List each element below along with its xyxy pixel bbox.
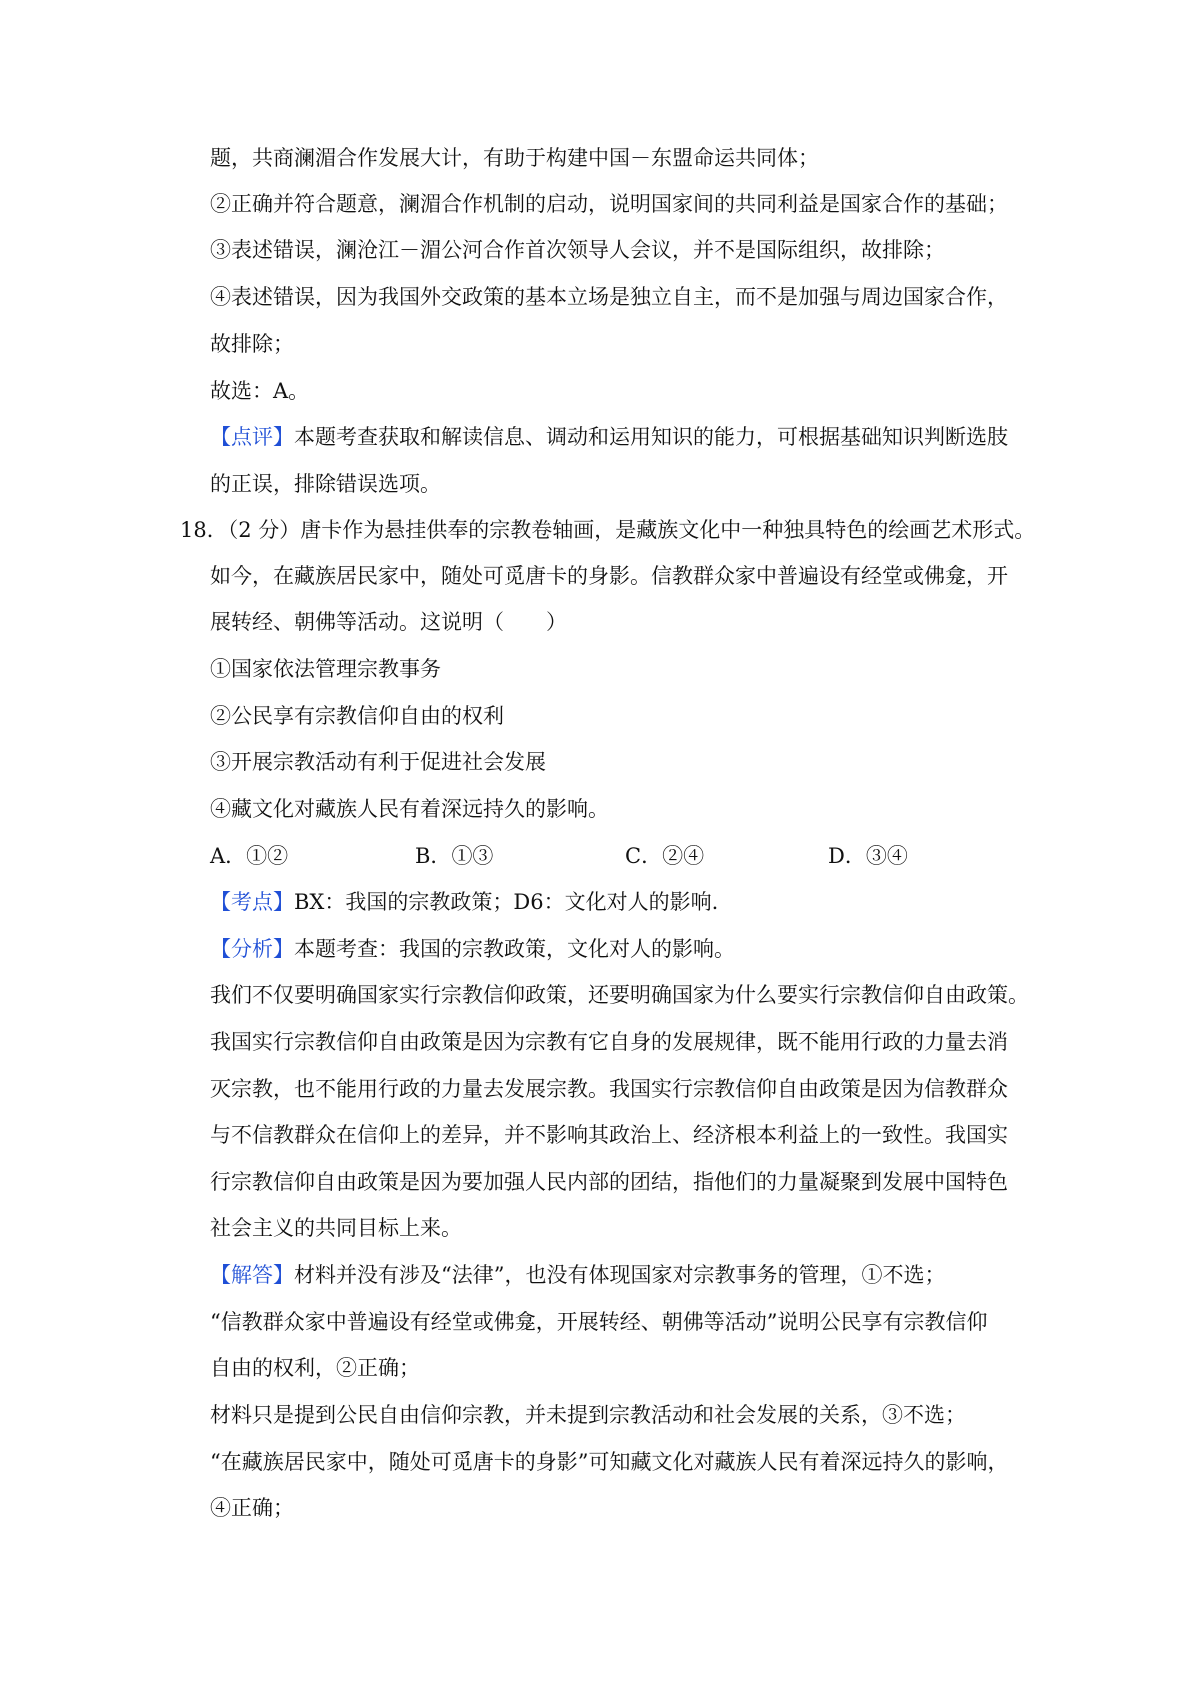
fenxi-para-2: 我国实行宗教信仰自由政策是因为宗教有它自身的发展规律，既不能用行政的力量去消	[210, 1030, 1008, 1054]
fenxi-text: 本题考查：我国的宗教政策，文化对人的影响。	[294, 937, 735, 961]
statement-4: ④藏文化对藏族人民有着深远持久的影响。	[210, 797, 609, 821]
review-tag: 【点评】	[210, 425, 294, 449]
jieda-line	[210, 1261, 945, 1289]
option-c: C．②④	[625, 844, 705, 868]
option-b: B．①③	[415, 844, 494, 868]
jieda-line-5: “在藏族居民家中，随处可觅唐卡的身影”可知藏文化对藏族人民有着深远持久的影响，	[210, 1450, 1009, 1474]
jieda-text: 材料并没有涉及“法律”，也没有体现国家对宗教事务的管理，①不选；	[294, 1263, 946, 1287]
jieda-line-6: ④正确；	[210, 1496, 294, 1520]
fenxi-tag: 【分析】	[210, 937, 294, 961]
prev-line-4: ④表述错误，因为我国外交政策的基本立场是独立自主，而不是加强与周边国家合作，	[210, 285, 1008, 309]
question-stem-2: 如今，在藏族居民家中，随处可觅唐卡的身影。信教群众家中普遍设有经堂或佛龛，开	[210, 564, 1008, 588]
fenxi-para-1: 我们不仅要明确国家实行宗教信仰政策，还要明确国家为什么要实行宗教信仰自由政策。	[210, 983, 1029, 1007]
review-line-1	[210, 423, 1008, 451]
review-line-2: 的正误，排除错误选项。	[210, 472, 441, 496]
kaodian-tag: 【考点】	[210, 890, 294, 914]
fenxi-para-4: 与不信教群众在信仰上的差异，并不影响其政治上、经济根本利益上的一致性。我国实	[210, 1123, 1008, 1147]
jieda-tag: 【解答】	[210, 1263, 294, 1287]
option-a: A．①②	[210, 844, 289, 868]
question-number: 18．	[180, 518, 228, 542]
prev-line-2: ②正确并符合题意，澜湄合作机制的启动，说明国家间的共同利益是国家合作的基础；	[210, 192, 1008, 216]
jieda-line-3: 自由的权利，②正确；	[210, 1356, 420, 1380]
fenxi-para-6: 社会主义的共同目标上来。	[210, 1216, 462, 1240]
review-text: 本题考查获取和解读信息、调动和运用知识的能力，可根据基础知识判断选肢	[294, 425, 1008, 449]
statement-3: ③开展宗教活动有利于促进社会发展	[210, 750, 546, 774]
option-d: D．③④	[828, 844, 908, 868]
prev-line-5: 故排除；	[210, 332, 294, 356]
prev-line-1: 题，共商澜湄合作发展大计，有助于构建中国－东盟命运共同体；	[210, 146, 819, 170]
question-stem-3: 展转经、朝佛等活动。这说明（ ）	[210, 610, 567, 634]
statement-2: ②公民享有宗教信仰自由的权利	[210, 704, 504, 728]
kaodian-text: BX：我国的宗教政策；D6：文化对人的影响.	[294, 890, 719, 914]
kaodian-line	[210, 888, 718, 916]
jieda-line-2: “信教群众家中普遍设有经堂或佛龛，开展转经、朝佛等活动”说明公民享有宗教信仰	[210, 1310, 988, 1334]
fenxi-para-5: 行宗教信仰自由政策是因为要加强人民内部的团结，指他们的力量凝聚到发展中国特色	[210, 1170, 1008, 1194]
question-18-line-1	[180, 516, 1035, 544]
fenxi-para-3: 灭宗教，也不能用行政的力量去发展宗教。我国实行宗教信仰自由政策是因为信教群众	[210, 1077, 1008, 1101]
question-stem-1: （2 分）唐卡作为悬挂供奉的宗教卷轴画，是藏族文化中一种独具特色的绘画艺术形式。	[227, 518, 1036, 542]
prev-line-6: 故选：A。	[210, 379, 310, 403]
prev-line-3: ③表述错误，澜沧江－湄公河合作首次领导人会议，并不是国际组织，故排除；	[210, 238, 945, 262]
fenxi-line	[210, 935, 735, 963]
jieda-line-4: 材料只是提到公民自由信仰宗教，并未提到宗教活动和社会发展的关系，③不选；	[210, 1403, 966, 1427]
statement-1: ①国家依法管理宗教事务	[210, 657, 441, 681]
